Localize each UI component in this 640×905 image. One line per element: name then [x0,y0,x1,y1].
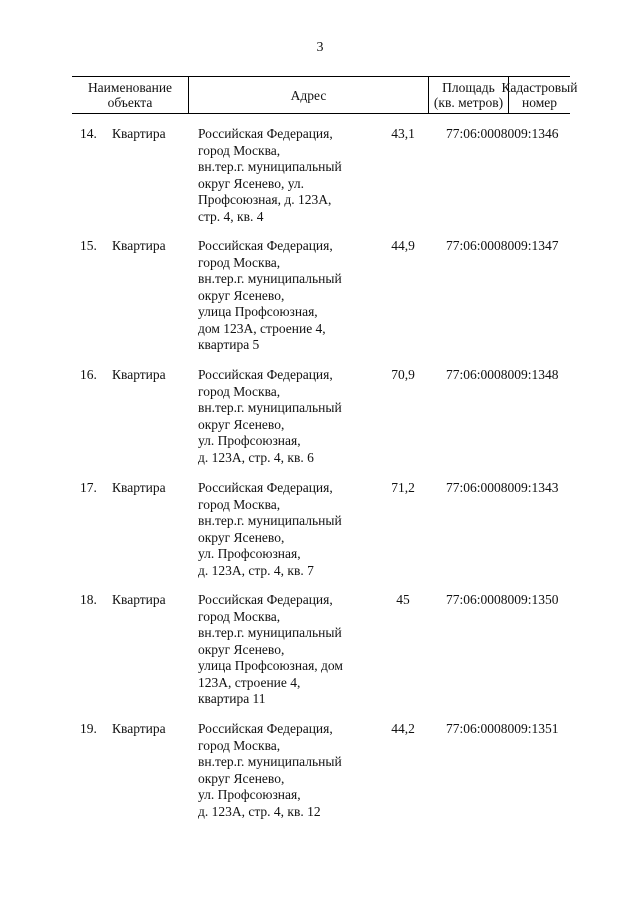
object-address: Российская Федерация, город Москва, вн.тер.г. муниципальный округ Ясенево, ул. Профсоюзная, д. 123А, стр. 4, кв. 12 [198,721,342,819]
object-area: 43,1 [391,126,415,141]
header-area: Площадь (кв. метров) [433,80,504,110]
cadastral-number: 77:06:0008009:1351 [446,721,559,736]
cadastral-number: 77:06:0008009:1346 [446,126,559,141]
property-table [72,76,578,819]
object-type: Квартира [112,367,166,382]
object-area: 44,9 [391,238,415,253]
object-address: Российская Федерация, город Москва, вн.тер.г. муниципальный округ Ясенево, улица Профсоюзная, дом 123А, строение 4, квартира 11 [198,592,343,706]
header-area-cell [428,77,508,113]
header-name: Наименование объекта [87,80,173,110]
cadastral-number: 77:06:0008009:1348 [446,367,559,382]
row-number: 15. [80,238,97,253]
cadastral-number: 77:06:0008009:1343 [446,480,559,495]
object-area: 45 [396,592,410,607]
object-type: Квартира [112,480,166,495]
object-address: Российская Федерация, город Москва, вн.тер.г. муниципальный округ Ясенево, ул. Профсоюзная, д. 123А, стр. 4, кв. 4 [198,126,342,224]
object-address: Российская Федерация, город Москва, вн.тер.г. муниципальный округ Ясенево, ул. Профсоюзная, д. 123А, стр. 4, кв. 6 [198,367,342,465]
row-number: 19. [80,721,97,736]
header-address: Адрес [290,87,327,103]
object-area: 70,9 [391,367,415,382]
header-cadastral-cell [501,77,578,113]
object-area: 44,2 [391,721,415,736]
row-number: 18. [80,592,97,607]
page-number: 3 [316,40,324,55]
object-type: Квартира [112,721,166,736]
header-name-cell [72,77,188,113]
object-address: Российская Федерация, город Москва, вн.тер.г. муниципальный округ Ясенево, улица Профсоюзная, дом 123А, строение 4, квартира 5 [198,238,342,352]
row-number: 16. [80,367,97,382]
header-cadastral: Кадастровый номер [501,80,578,110]
row-number: 17. [80,480,97,495]
cadastral-number: 77:06:0008009:1350 [446,592,559,607]
table-header [72,76,578,114]
object-address: Российская Федерация, город Москва, вн.тер.г. муниципальный округ Ясенево, ул. Профсоюзная, д. 123А, стр. 4, кв. 7 [198,480,342,578]
object-type: Квартира [112,238,166,253]
header-address-cell [188,77,428,113]
row-number: 14. [80,126,97,141]
object-type: Квартира [112,126,166,141]
object-type: Квартира [112,592,166,607]
object-area: 71,2 [391,480,415,495]
cadastral-number: 77:06:0008009:1347 [446,238,559,253]
